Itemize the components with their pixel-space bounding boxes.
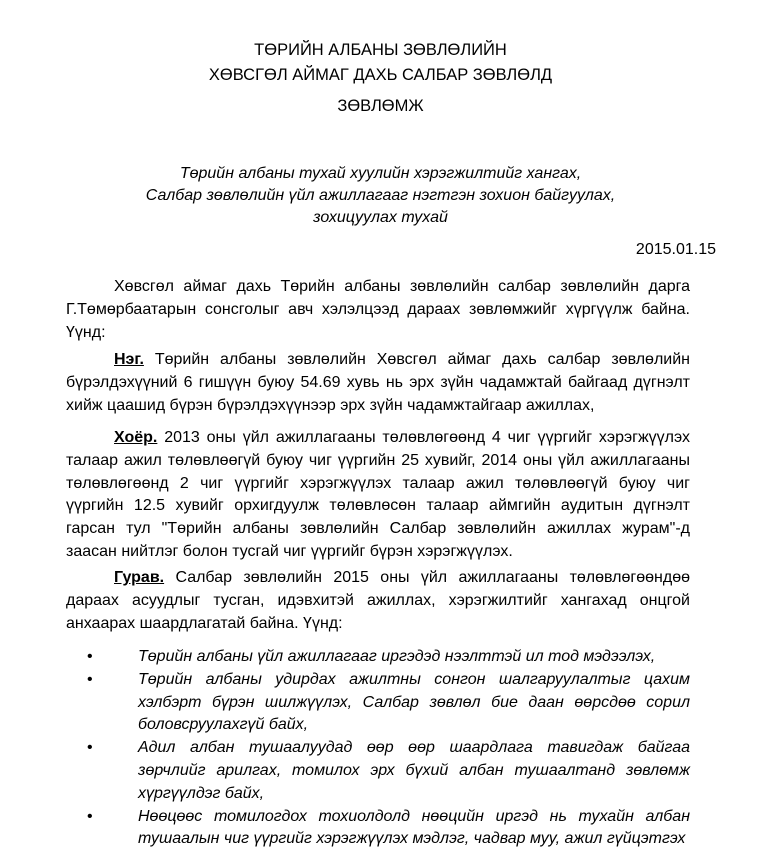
list-item bbox=[66, 669, 690, 737]
item-lead-3: Гурав. bbox=[114, 569, 165, 586]
addressee-header bbox=[0, 38, 761, 88]
item-text-1: Төрийн албаны зөвлөлийн Хөвсгөл аймаг дахь салбар зөвлөлийн бүрэлдэхүүний 6 гишүүн буюу 54.69 хувь нь эрх зүйн чадамжтай байгаад дүгнэлт хийж цаашид бүрэн бүрэлдэхүүнээр эрх зүйн чадамжтайгаар ажиллах, bbox=[66, 351, 690, 414]
item-lead-1: Нэг. bbox=[114, 351, 144, 368]
item-text-3: Салбар зөвлөлийн 2015 оны үйл ажиллагааны төлөвлөгөөндөө дараах асуудлыг тусган, идэвхитэй ажиллах, хэрэгжилтийг хангахад онцгой анхаарах шаардлагатай байна. Үүнд: bbox=[66, 569, 690, 632]
item-text-2: 2013 оны үйл ажиллагааны төлөвлөгөөнд 4 чиг үүргийг хэрэгжүүлэх талаар ажил төлөвлөөгүй буюу чиг үүргийн 25 хувийг, 2014 оны үйл ажиллагааны төлөвлөгөөнд 2 чиг үүргийг хэрэгжүүлэх талаар ажил төлөвлөөгүй буюу чиг үүргийн 12.5 хувийг орхигдуулж төлөвлөсөн талаар аймгийн аудитын дүгнэлт гарсан тул "Төрийн албаны зөвлөлийн Салбар зөвлөлийн ажиллах журам"-д заасан нийтлэг болон тусгай чиг үүргийг бүрэн хэрэгжүүлэх. bbox=[66, 429, 690, 560]
intro-paragraph: Хөвсгөл аймаг дахь Төрийн албаны зөвлөлийн салбар зөвлөлийн дарга Г.Төмөрбаатарын сонсголыг авч хэлэлцээд дараах зөвлөмжийг хүргүүлж байна. Үүнд: bbox=[66, 278, 690, 341]
bullet-icon: • bbox=[87, 739, 93, 757]
item-paragraph-3 bbox=[66, 567, 690, 635]
document-type: ЗӨВЛӨМЖ bbox=[337, 97, 424, 115]
bullet-icon: • bbox=[87, 670, 93, 688]
list-item-text: Адил албан тушаалуудад өөр өөр шаардлага тавигдаж байгаа зөрчлийг арилгах, томилох эрх бүхий албан тушаалтанд зөвлөмж хүргүүлдэг байх, bbox=[138, 739, 690, 802]
list-item-text: Нөөцөөс томилогдох тохиолдолд нөөцийн иргэд нь тухайн албан тушаалын чиг үүргийг хэрэгжүүлэх мэдлэг, чадвар муу, ажил гүйцэтгэх bbox=[138, 807, 690, 848]
item-lead-2: Хоёр. bbox=[114, 429, 158, 446]
bullet-list bbox=[66, 646, 690, 851]
subject-line-3: зохицуулах тухай bbox=[313, 209, 448, 226]
bullet-icon: • bbox=[87, 807, 93, 825]
addressee-line-1: ТӨРИЙН АЛБАНЫ ЗӨВЛӨЛИЙН bbox=[254, 41, 507, 59]
subject-line-1: Төрийн албаны тухай хуулийн хэрэгжилтийг хангах, bbox=[179, 165, 582, 182]
document-date: 2015.01.15 bbox=[635, 241, 716, 258]
list-item-text: Төрийн албаны удирдах ажилтны сонгон шалгаруулалтыг цахим хэлбэрт бүрэн шилжүүлэх, Салбар зөвлөл бие даан өөрсдөө сорил боловсруулахгүй байх, bbox=[138, 670, 690, 734]
subject-block bbox=[0, 163, 761, 229]
item-paragraph-2 bbox=[66, 427, 690, 564]
item-paragraph-1 bbox=[66, 349, 690, 417]
list-item-text: Төрийн албаны үйл ажиллагааг иргэдэд нээлттэй ил тод мэдээлэх, bbox=[138, 648, 656, 665]
addressee-line-2: ХӨВСГӨЛ АЙМАГ ДАХЬ САЛБАР ЗӨВЛӨЛД bbox=[208, 66, 553, 84]
list-item bbox=[66, 806, 690, 851]
list-item bbox=[66, 646, 690, 669]
subject-line-2: Салбар зөвлөлийн үйл ажиллагааг нэгтгэн зохион байгуулах, bbox=[145, 187, 616, 204]
bullet-icon: • bbox=[87, 648, 93, 665]
list-item bbox=[66, 737, 690, 805]
